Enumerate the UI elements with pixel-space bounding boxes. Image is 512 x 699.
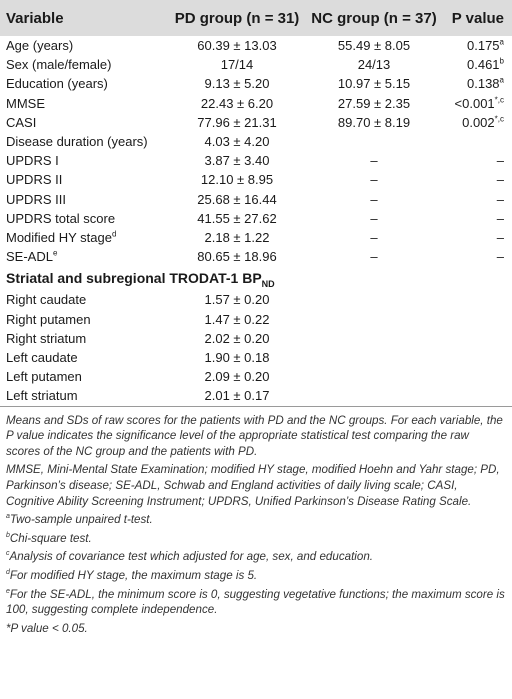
- variable-cell: Disease duration (years): [6, 134, 148, 150]
- pd-value-cell: 80.65 ± 18.96: [197, 249, 277, 265]
- pd-value-cell: 9.13 ± 5.20: [204, 76, 270, 92]
- pd-value-cell: 2.09 ± 0.20: [204, 369, 270, 385]
- table-row: [0, 74, 512, 93]
- pd-value-cell: 60.39 ± 13.03: [197, 38, 277, 53]
- nc-value-cell: –: [370, 153, 378, 169]
- p-value-cell: [444, 132, 512, 151]
- p-value-cell: [444, 367, 512, 386]
- p-value-cell: $0.002^{*,c}$: [462, 114, 504, 130]
- variable-cell: Right caudate: [6, 292, 87, 308]
- p-value-cell: –: [496, 230, 504, 246]
- table-row: [0, 151, 512, 170]
- section-row-striatal: [0, 266, 512, 290]
- table-row: [0, 170, 512, 189]
- nc-value-cell: –: [370, 249, 378, 265]
- table-row: [0, 113, 512, 132]
- variable-cell: SE-ADL$^e$: [6, 248, 58, 265]
- variable-cell: Right striatum: [6, 330, 87, 346]
- footnote-b: $^b$Chi-square test.: [6, 531, 92, 545]
- nc-value-cell: –: [370, 230, 378, 246]
- nc-value-cell: –: [370, 210, 378, 226]
- header-nc-group: NC group (n = 37): [304, 0, 444, 36]
- p-value-cell: –: [496, 191, 504, 207]
- nc-value-cell: 24/13: [357, 57, 391, 73]
- nc-value-cell: [304, 386, 444, 406]
- variable-cell: Age (years): [6, 38, 74, 53]
- nc-value-cell: –: [370, 172, 378, 188]
- table-row: [0, 386, 512, 406]
- table-row: [0, 247, 512, 266]
- nc-value-cell: [304, 367, 444, 386]
- table-header: [0, 0, 512, 36]
- variable-cell: UPDRS I: [6, 153, 59, 169]
- table-row: [0, 55, 512, 74]
- footnote-c: $^c$Analysis of covariance test which adjusted for age, sex, and education.: [6, 550, 373, 564]
- pd-value-cell: 4.03 ± 4.20: [204, 134, 270, 150]
- header-variable: Variable: [0, 0, 170, 36]
- p-value-cell: –: [496, 172, 504, 188]
- nc-value-cell: [304, 348, 444, 367]
- nc-value-cell: 55.49 ± 8.05: [337, 38, 411, 53]
- variable-cell: UPDRS II: [6, 172, 63, 188]
- variable-cell: Left striatum: [0, 386, 170, 406]
- table-row: [0, 209, 512, 228]
- table-row: [0, 228, 512, 247]
- pd-value-cell: 2.02 ± 0.20: [204, 330, 270, 346]
- variable-cell: CASI: [6, 114, 37, 130]
- nc-value-cell: [304, 329, 444, 348]
- p-value-cell: 0.175$^a$: [467, 37, 504, 53]
- table-row: [0, 190, 512, 209]
- variable-cell: Right putamen: [6, 311, 91, 327]
- table-footnotes: [0, 407, 512, 637]
- table-row: [0, 348, 512, 367]
- pd-value-cell: 25.68 ± 16.44: [197, 191, 277, 207]
- pd-value-cell: 22.43 ± 6.20: [200, 95, 274, 111]
- variable-cell: Education (years): [6, 76, 108, 92]
- p-value-cell: [444, 290, 512, 309]
- header-pd-group: PD group (n = 31): [170, 0, 304, 36]
- variable-cell: Sex (male/female): [6, 57, 112, 73]
- p-value-cell: –: [496, 210, 504, 226]
- nc-value-cell: 10.97 ± 5.15: [337, 76, 411, 92]
- pd-value-cell: 3.87 ± 3.40: [204, 153, 270, 169]
- footnote-means: Means and SDs of raw scores for the patients with PD and the NC groups. For each variable, the P value indicates the significance level of the appropriate statistical test comparing the raw scores of the NC group and the patients with PD.: [6, 413, 503, 458]
- nc-value-cell: 27.59 ± 2.35: [337, 95, 411, 111]
- table-body: [0, 36, 512, 406]
- header-p-value: P value: [444, 0, 512, 36]
- nc-value-cell: [304, 290, 444, 309]
- footnote-a: $^a$Two-sample unpaired t-test.: [6, 513, 153, 527]
- variable-cell: MMSE: [6, 95, 45, 111]
- footnote-d: $^d$For modified HY stage, the maximum stage is 5.: [6, 569, 258, 582]
- nc-value-cell: 89.70 ± 8.19: [337, 114, 411, 130]
- pd-value-cell: 12.10 ± 8.95: [200, 172, 274, 188]
- pd-value-cell: 77.96 ± 21.31: [197, 114, 277, 130]
- nc-value-cell: [304, 132, 444, 151]
- variable-cell: Left putamen: [6, 369, 82, 385]
- footnote-e: $^e$For the SE-ADL, the minimum score is 0, suggesting vegetative functions; the maximum score is 100, suggesting complete independence.: [6, 587, 505, 617]
- table-row: [0, 94, 512, 113]
- table-row: [0, 329, 512, 348]
- section-title: Striatal and subregional TRODAT-1 $BP_{ND}$: [6, 270, 275, 290]
- pd-value-cell: 1.57 ± 0.20: [204, 292, 270, 308]
- table-row: [0, 36, 512, 55]
- variable-cell: Modified HY stage$^d$: [6, 229, 117, 246]
- pd-value-cell: 1.47 ± 0.22: [204, 311, 270, 327]
- footnote-abbreviations: MMSE, Mini-Mental State Examination; modified HY stage, modified Hoehn and Yahr stage; PD, Parkinson’s disease; SE-ADL, Schwab and England activities of daily living scale; CASI, Cognitive Ability Screening Instrument; UPDRS, Unified Parkinson’s Disease Rating Scale.: [6, 463, 500, 508]
- p-value-cell: 0.461$^b$: [467, 56, 504, 73]
- pd-value-cell: 41.55 ± 27.62: [197, 210, 277, 226]
- variable-cell: UPDRS total score: [6, 210, 116, 226]
- p-value-cell: $<0.001^{*,c}$: [454, 95, 504, 111]
- p-value-cell: [444, 386, 512, 406]
- p-value-cell: 0.138$^a$: [467, 76, 504, 92]
- pd-value-cell: 2.18 ± 1.22: [204, 230, 270, 246]
- table-row: [0, 367, 512, 386]
- table-row: [0, 290, 512, 309]
- variable-cell: UPDRS III: [6, 191, 66, 207]
- pd-value-cell: 2.01 ± 0.17: [170, 386, 304, 406]
- nc-value-cell: –: [370, 191, 378, 207]
- variable-cell: Left caudate: [6, 350, 78, 366]
- p-value-cell: –: [496, 153, 504, 169]
- pd-value-cell: 17/14: [220, 57, 254, 73]
- footnote-significance: *P value < 0.05.: [6, 621, 88, 635]
- table-row: [0, 132, 512, 151]
- p-value-cell: [444, 348, 512, 367]
- pd-value-cell: 1.90 ± 0.18: [204, 350, 270, 366]
- nc-value-cell: [304, 310, 444, 329]
- p-value-cell: [444, 310, 512, 329]
- table-row: [0, 310, 512, 329]
- p-value-cell: –: [496, 249, 504, 265]
- p-value-cell: [444, 329, 512, 348]
